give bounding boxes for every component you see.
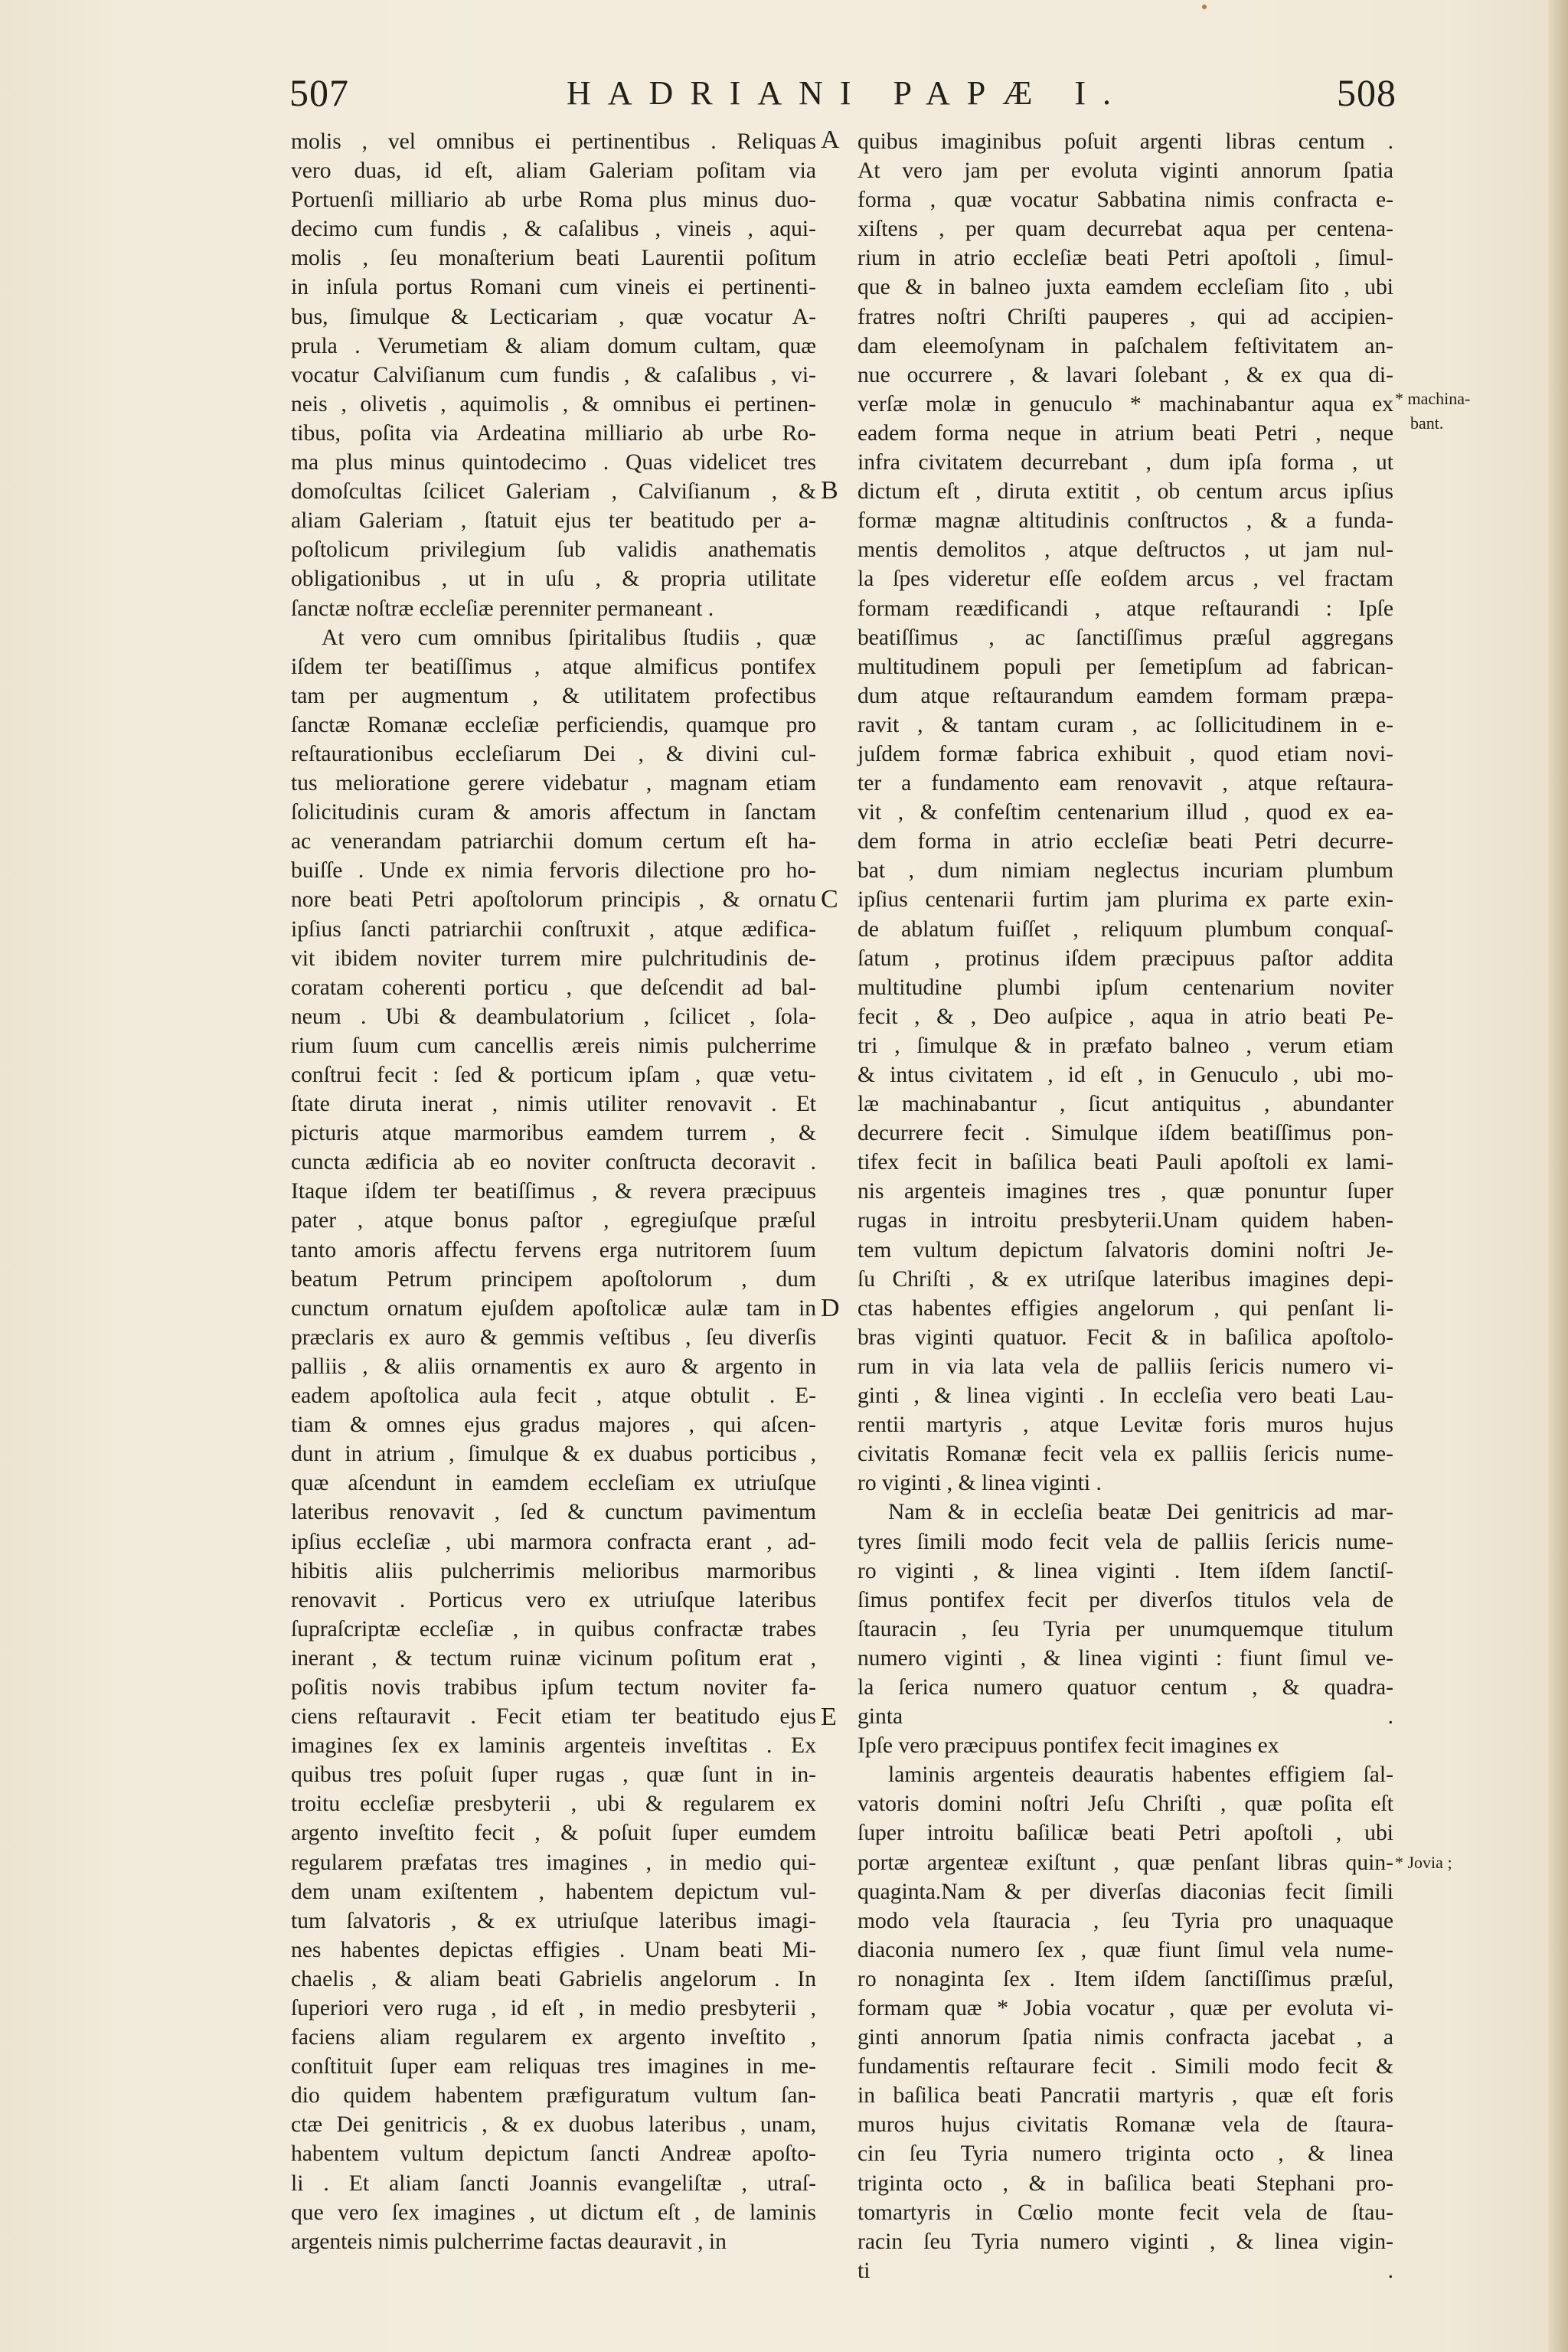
text-line: Nam & in eccleſia beatæ Dei genitricis ad mar- xyxy=(888,1500,1393,1525)
text-line: fratres noſtri Chriſti pauperes , qui ad accipien- xyxy=(858,304,1393,329)
text-line: cunctum ornatum ejuſdem apoſtolicæ aulæ tam in xyxy=(291,1295,816,1321)
text-line: poſitis novis trabibus ipſum tectum noviter fa- xyxy=(291,1674,816,1700)
text-line: tri , ſimulque & in præfato balneo , verum etiam xyxy=(858,1033,1393,1058)
text-line: dum atque reſtaurandum eamdem formam præpa- xyxy=(858,683,1393,708)
text-line: fecit , & , Deo auſpice , aqua in atrio beati Pe- xyxy=(858,1004,1393,1029)
text-line: ſanctæ noſtræ eccleſiæ perenniter permaneant . xyxy=(291,596,714,621)
text-line: triginta octo , & in baſilica beati Stephani pro- xyxy=(858,2171,1393,2196)
text-line: ſuperiori vero ruga , id eſt , in medio presbyterii , xyxy=(291,1996,816,2020)
text-line: domoſcultas ſcilicet Galeriam , Calviſianum , & xyxy=(291,479,816,505)
text-line: quibus imaginibus poſuit argenti libras centum . xyxy=(858,129,1393,154)
text-line: chaelis , & aliam beati Gabrielis angelorum . In xyxy=(291,1966,816,1991)
text-line: in inſula portus Romani cum vineis ei pertinenti- xyxy=(291,275,816,300)
text-line: la ſpes videretur eſſe eoſdem arcus , vel fractam xyxy=(858,567,1393,592)
text-line: faciens aliam regularem ex argento inveſtito , xyxy=(291,2025,816,2050)
text-line: ſtauracin , ſeu Tyria per unumquemque titulum xyxy=(858,1616,1393,1642)
text-line: fundamentis reſtaurare fecit . Simili modo fecit & xyxy=(858,2054,1393,2079)
text-line: racin ſeu Tyria numero viginti , & linea vigin- xyxy=(858,2229,1393,2254)
page-number-left: 507 xyxy=(289,71,349,114)
text-line: civitatis Romanæ fecit vela ex palliis ſericis nume- xyxy=(858,1442,1393,1467)
text-line: que & in balneo juxta eamdem eccleſiam ſito , ubi xyxy=(858,275,1393,300)
text-line: ipſius centenarii furtim jam plurima ex parte exin- xyxy=(858,887,1393,913)
text-line: quibus tres poſuit ſuper rugas , quæ ſunt in in- xyxy=(291,1762,816,1788)
text-line: tomartyris in Cœlio monte fecit vela de ſtau- xyxy=(858,2200,1393,2225)
text-line: argento inveſtito fecit , & poſuit ſuper eumdem xyxy=(291,1821,816,1846)
text-line: ginta . xyxy=(858,1704,1393,1730)
text-line: cin ſeu Tyria numero triginta octo , & linea xyxy=(858,2141,1393,2167)
text-line: multitudinem populi per ſemetipſum ad fabrican- xyxy=(858,654,1393,679)
text-line: mentis demolitos , atque deſtructos , ut jam nul- xyxy=(858,537,1393,563)
text-line: numero viginti , & linea viginti : fiunt ſimul ve- xyxy=(858,1645,1393,1671)
text-line: tifex fecit in baſilica beati Pauli apoſtoli ex lami- xyxy=(858,1150,1393,1175)
text-line: quæ aſcendunt in eamdem eccleſiam ex utriuſque xyxy=(291,1471,816,1496)
text-line: molis , ſeu monaſterium beati Laurentii poſitum xyxy=(291,246,816,271)
text-line: diaconia numero ſex , quæ fiunt ſimul vela nume- xyxy=(858,1937,1393,1962)
text-line: ginti , & linea viginti . In eccleſia vero beati Lau- xyxy=(858,1383,1393,1409)
text-line: palliis , & aliis ornamentis ex auro & argento in xyxy=(291,1354,816,1379)
text-line: eadem forma neque in atrium beati Petri , neque xyxy=(858,420,1393,446)
text-line: rentii martyris , atque Levitæ foris muros hujus xyxy=(858,1413,1393,1438)
text-line: bras viginti quatuor. Fecit & in baſilica apoſtolo- xyxy=(858,1325,1393,1350)
text-line: ma plus minus quintodecimo . Quas videlicet tres xyxy=(291,450,816,475)
text-line: ro nonaginta ſex . Item iſdem ſanctiſſimus præſul, xyxy=(858,1966,1393,1991)
text-line: dio quidem habentem præfiguratum vultum ſan- xyxy=(291,2083,816,2109)
text-line: cuncta ædificia ab eo noviter conſtructa decoravit . xyxy=(291,1150,816,1175)
text-line: hibitis aliis pulcherrimis melioribus marmoribus xyxy=(291,1558,816,1583)
page-number-right: 508 xyxy=(1337,71,1396,114)
text-line: bus, ſimulque & Lecticariam , quæ vocatur A- xyxy=(291,304,816,329)
text-line: ſatum , protinus iſdem præcipuus paſtor addita xyxy=(858,946,1393,971)
text-line: ſuper introitu baſilicæ beati Petri apoſtoli , ubi xyxy=(858,1821,1393,1846)
text-line: ravit , & tantam curam , ac ſollicitudinem in e- xyxy=(858,712,1393,737)
text-line: nes habentes depictas effigies . Unam beati Mi- xyxy=(291,1937,816,1962)
text-line: ter a fundamento eam renovavit , atque reſtaura- xyxy=(858,771,1393,796)
running-title: HADRIANI PAPÆ I. xyxy=(567,74,1128,112)
text-line: laminis argenteis deauratis habentes effigiem ſal- xyxy=(888,1762,1393,1788)
text-line: ipſius eccleſiæ , ubi marmora confracta erant , ad- xyxy=(291,1529,816,1554)
text-line: regularem præfatas tres imagines , in medio qui- xyxy=(291,1850,816,1875)
text-line: dem unam exiſtentem , habentem depictum vul- xyxy=(291,1879,816,1904)
text-line: beatiſſimus , ac ſanctiſſimus præſul aggregans xyxy=(858,625,1393,650)
text-line: ſimus pontifex fecit per diverſos titulos vela de xyxy=(858,1587,1393,1612)
text-line: tyres ſimili modo fecit vela de palliis ſericis nume- xyxy=(858,1529,1393,1554)
text-line: xiſtens , per quam decurrebat aqua per centena- xyxy=(858,217,1393,242)
text-line: ſtate diruta inerat , nimis utiliter renovavit . Et xyxy=(291,1092,816,1117)
text-line: dem forma in atrio eccleſiæ beati Petri decurre- xyxy=(858,829,1393,854)
text-line: prula . Verumetiam & aliam domum cultam, quæ xyxy=(291,333,816,358)
text-line: dictum eſt , diruta extitit , ob centum arcus ipſius xyxy=(858,479,1393,505)
text-line: iſdem ter beatiſſimus , atque almificus pontifex xyxy=(291,654,816,679)
text-line: At vero cum omnibus ſpiritalibus ſtudiis , quæ xyxy=(322,625,816,650)
text-line: & intus civitatem , id eſt , in Genuculo , ubi mo- xyxy=(858,1063,1393,1087)
text-line: Itaque iſdem ter beatiſſimus , & revera præcipuus xyxy=(291,1179,816,1204)
text-line: formæ magnæ altitudinis conſtructos , & a funda- xyxy=(858,508,1393,534)
text-line: ginti annorum ſpatia nimis confracta jacebat , a xyxy=(858,2025,1393,2050)
margin-note-machinabant-cont: bant. xyxy=(1410,413,1444,433)
text-line: læ machinabantur , ſicut antiquitus , abundanter xyxy=(858,1092,1393,1117)
text-line: At vero jam per evoluta viginti annorum ſpatia xyxy=(858,158,1393,184)
text-line: neis , olivetis , aquimolis , & omnibus ei pertinen- xyxy=(291,391,816,416)
text-line: infra civitatem decurrebant , dum ipſa forma , ut xyxy=(858,450,1393,475)
text-line: verſæ molæ in genuculo * machinabantur aqua ex xyxy=(858,391,1393,416)
text-line: reſtaurationibus eccleſiarum Dei , & divini cul- xyxy=(291,741,816,766)
text-line: in baſilica beati Pancratii martyris , quæ eſt foris xyxy=(858,2083,1393,2109)
text-line: picturis atque marmoribus eamdem turrem , & xyxy=(291,1121,816,1146)
text-line: ſu Chriſti , & ex utriſque lateribus imagines depi- xyxy=(858,1266,1393,1292)
text-line: tiam & omnes ejus gradus majores , qui aſcen- xyxy=(291,1413,816,1438)
running-header xyxy=(0,70,1568,124)
text-line: nis argenteis imagines tres , quæ ponuntur ſuper xyxy=(858,1179,1393,1204)
text-line: formam reædificandi , atque reſtaurandi : Ipſe xyxy=(858,596,1393,621)
section-mark-c: C xyxy=(821,885,838,913)
text-line: tem vultum depictum ſalvatoris domini noſtri Je- xyxy=(858,1237,1393,1263)
left-text-column xyxy=(291,127,816,2256)
text-line: buiſſe . Unde ex nimia fervoris dilectione pro ho- xyxy=(291,858,816,884)
text-line: vero duas, id eſt, aliam Galeriam poſitam via xyxy=(291,158,816,184)
text-line: tibus, poſita via Ardeatina milliario ab urbe Ro- xyxy=(291,420,816,446)
text-line: vit , & confeſtim centenarium illud , quod ex ea- xyxy=(858,800,1393,825)
text-line: ipſius ſancti patriarchii conſtruxit , atque ædifica- xyxy=(291,916,816,942)
margin-note-machinabant: * machina- xyxy=(1395,389,1471,408)
text-line: conſtrui fecit : ſed & porticum ipſam , quæ vetu- xyxy=(291,1063,816,1087)
text-line: quaginta.Nam & per diverſas diaconias fecit ſimili xyxy=(858,1879,1393,1904)
text-line: imagines ſex ex laminis argenteis inveſtitas . Ex xyxy=(291,1733,816,1759)
text-line: que vero ſex imagines , ut dictum eſt , de laminis xyxy=(291,2200,816,2225)
text-line: vatoris domini noſtri Jeſu Chriſti , quæ poſita eſt xyxy=(858,1792,1393,1817)
text-line: modo vela ſtauracia , ſeu Tyria pro unaquaque xyxy=(858,1908,1393,1933)
text-line: beatum Petrum principem apoſtolorum , dum xyxy=(291,1266,816,1292)
text-line: juſdem formæ fabrica exhibuit , quod etiam novi- xyxy=(858,741,1393,766)
right-text-column xyxy=(858,127,1393,2285)
text-line: molis , vel omnibus ei pertinentibus . Reliquas xyxy=(291,129,816,154)
text-line: Portuenſi milliario ab urbe Roma plus minus duo- xyxy=(291,188,816,213)
text-line: obligationibus , ut in uſu , & propria utilitate xyxy=(291,567,816,592)
text-line: rium ſuum cum cancellis æreis nimis pulcherrime xyxy=(291,1033,816,1058)
text-line: ſanctæ Romanæ eccleſiæ perficiendis, quamque pro xyxy=(291,712,816,737)
text-line: muros hujus civitatis Romanæ vela de ſtaura- xyxy=(858,2112,1393,2138)
text-line: decimo cum fundis , & caſalibus , vineis , aqui- xyxy=(291,217,816,242)
text-line: lateribus renovavit , ſed & cunctum pavimentum xyxy=(291,1500,816,1525)
section-mark-b: B xyxy=(821,476,838,505)
text-line: Ipſe vero præcipuus pontifex fecit imagines ex xyxy=(858,1733,1279,1759)
text-line: ſolicitudinis curam & amoris affectum in ſanctam xyxy=(291,800,816,825)
text-line: ti . xyxy=(858,2258,1393,2283)
margin-note-jovia: * Jovia ; xyxy=(1395,1853,1452,1872)
text-line: la ſerica numero quatuor centum , & quadra- xyxy=(858,1674,1393,1700)
text-line: rium in atrio eccleſiæ beati Petri apoſtoli , ſimul- xyxy=(858,246,1393,271)
text-line: inerant , & tectum ruinæ vicinum poſitum erat , xyxy=(291,1645,816,1671)
text-line: renovavit . Porticus vero ex utriuſque lateribus xyxy=(291,1587,816,1612)
text-line: ac venerandam patriarchii domum certum eſt ha- xyxy=(291,829,816,854)
text-line: de ablatum fuiſſet , reliquum plumbum conquaſ- xyxy=(858,916,1393,942)
section-mark-d: D xyxy=(821,1294,840,1322)
text-line: ro viginti , & linea viginti . Item iſdem ſanctiſ- xyxy=(858,1558,1393,1583)
text-line: conſtituit ſuper eam reliquas tres imagines in me- xyxy=(291,2054,816,2079)
text-line: rugas in introitu presbyterii.Unam quidem haben- xyxy=(858,1208,1393,1233)
text-line: ſupraſcriptæ eccleſiæ , in quibus confractæ trabes xyxy=(291,1616,816,1642)
text-line: vocatur Calviſianum cum fundis , & caſalibus , vi- xyxy=(291,362,816,387)
text-line: habentem vultum depictum ſancti Andreæ apoſto- xyxy=(291,2141,816,2167)
text-line: ctæ Dei genitricis , & ex duobus lateribus , unam, xyxy=(291,2112,816,2138)
text-line: nue occurrere , & lavari ſolebant , & ex qua di- xyxy=(858,362,1393,387)
text-line: tus melioratione gerere videbatur , magnam etiam xyxy=(291,771,816,796)
text-line: ctas habentes effigies angelorum , qui penſant li- xyxy=(858,1295,1393,1321)
text-line: ciens reſtauravit . Fecit etiam ter beatitudo ejus xyxy=(291,1704,816,1730)
text-line: dunt in atrium , ſimulque & ex duabus porticibus , xyxy=(291,1442,816,1467)
ink-spot xyxy=(1202,5,1207,9)
section-mark-e: E xyxy=(821,1703,837,1731)
text-line: bat , dum nimiam neglectus incuriam plumbum xyxy=(858,858,1393,884)
text-line: pater , atque bonus paſtor , egregiuſque præſul xyxy=(291,1208,816,1233)
page-edge xyxy=(1548,0,1568,2352)
text-line: li . Et aliam ſancti Joannis evangeliſtæ , utraſ- xyxy=(291,2171,816,2196)
text-line: dam eleemoſynam in paſchalem feſtivitatem an- xyxy=(858,333,1393,358)
text-line: poſtolicum privilegium ſub validis anathematis xyxy=(291,537,816,563)
text-line: formam quæ * Jobia vocatur , quæ per evoluta vi- xyxy=(858,1996,1393,2020)
text-line: troitu eccleſiæ presbyterii , ubi & regularem ex xyxy=(291,1792,816,1817)
text-line: nore beati Petri apoſtolorum principis , & ornatu xyxy=(291,887,816,913)
text-line: tum ſalvatoris , & ex utriuſque lateribus imagi- xyxy=(291,1908,816,1933)
text-line: præclaris ex auro & gemmis veſtibus , ſeu diverſis xyxy=(291,1325,816,1350)
text-line: multitudine plumbi ipſum centenarium noviter xyxy=(858,975,1393,1000)
text-line: forma , quæ vocatur Sabbatina nimis confracta e- xyxy=(858,188,1393,213)
text-line: rum in via lata vela de palliis ſericis numero vi- xyxy=(858,1354,1393,1379)
section-mark-a: A xyxy=(821,126,840,154)
text-line: tanto amoris affectu fervens erga nutritorem ſuum xyxy=(291,1237,816,1263)
text-line: aliam Galeriam , ſtatuit ejus ter beatitudo per a- xyxy=(291,508,816,534)
text-line: neum . Ubi & deambulatorium , ſcilicet , ſola- xyxy=(291,1004,816,1029)
text-line: tam per augmentum , & utilitatem profectibus xyxy=(291,683,816,708)
text-line: ro viginti , & linea viginti . xyxy=(858,1471,1102,1496)
text-line: portæ argenteæ exiſtunt , quæ penſant libras quin- xyxy=(858,1850,1393,1875)
text-line: argenteis nimis pulcherrime factas deauravit , in xyxy=(291,2229,727,2254)
text-line: vit ibidem noviter turrem mire pulchritudinis de- xyxy=(291,946,816,971)
text-line: eadem apoſtolica aula fecit , atque obtulit . E- xyxy=(291,1383,816,1409)
text-line: coratam coherenti porticu , que deſcendit ad bal- xyxy=(291,975,816,1000)
text-line: decurrere fecit . Simulque iſdem beatiſſimus pon- xyxy=(858,1121,1393,1146)
